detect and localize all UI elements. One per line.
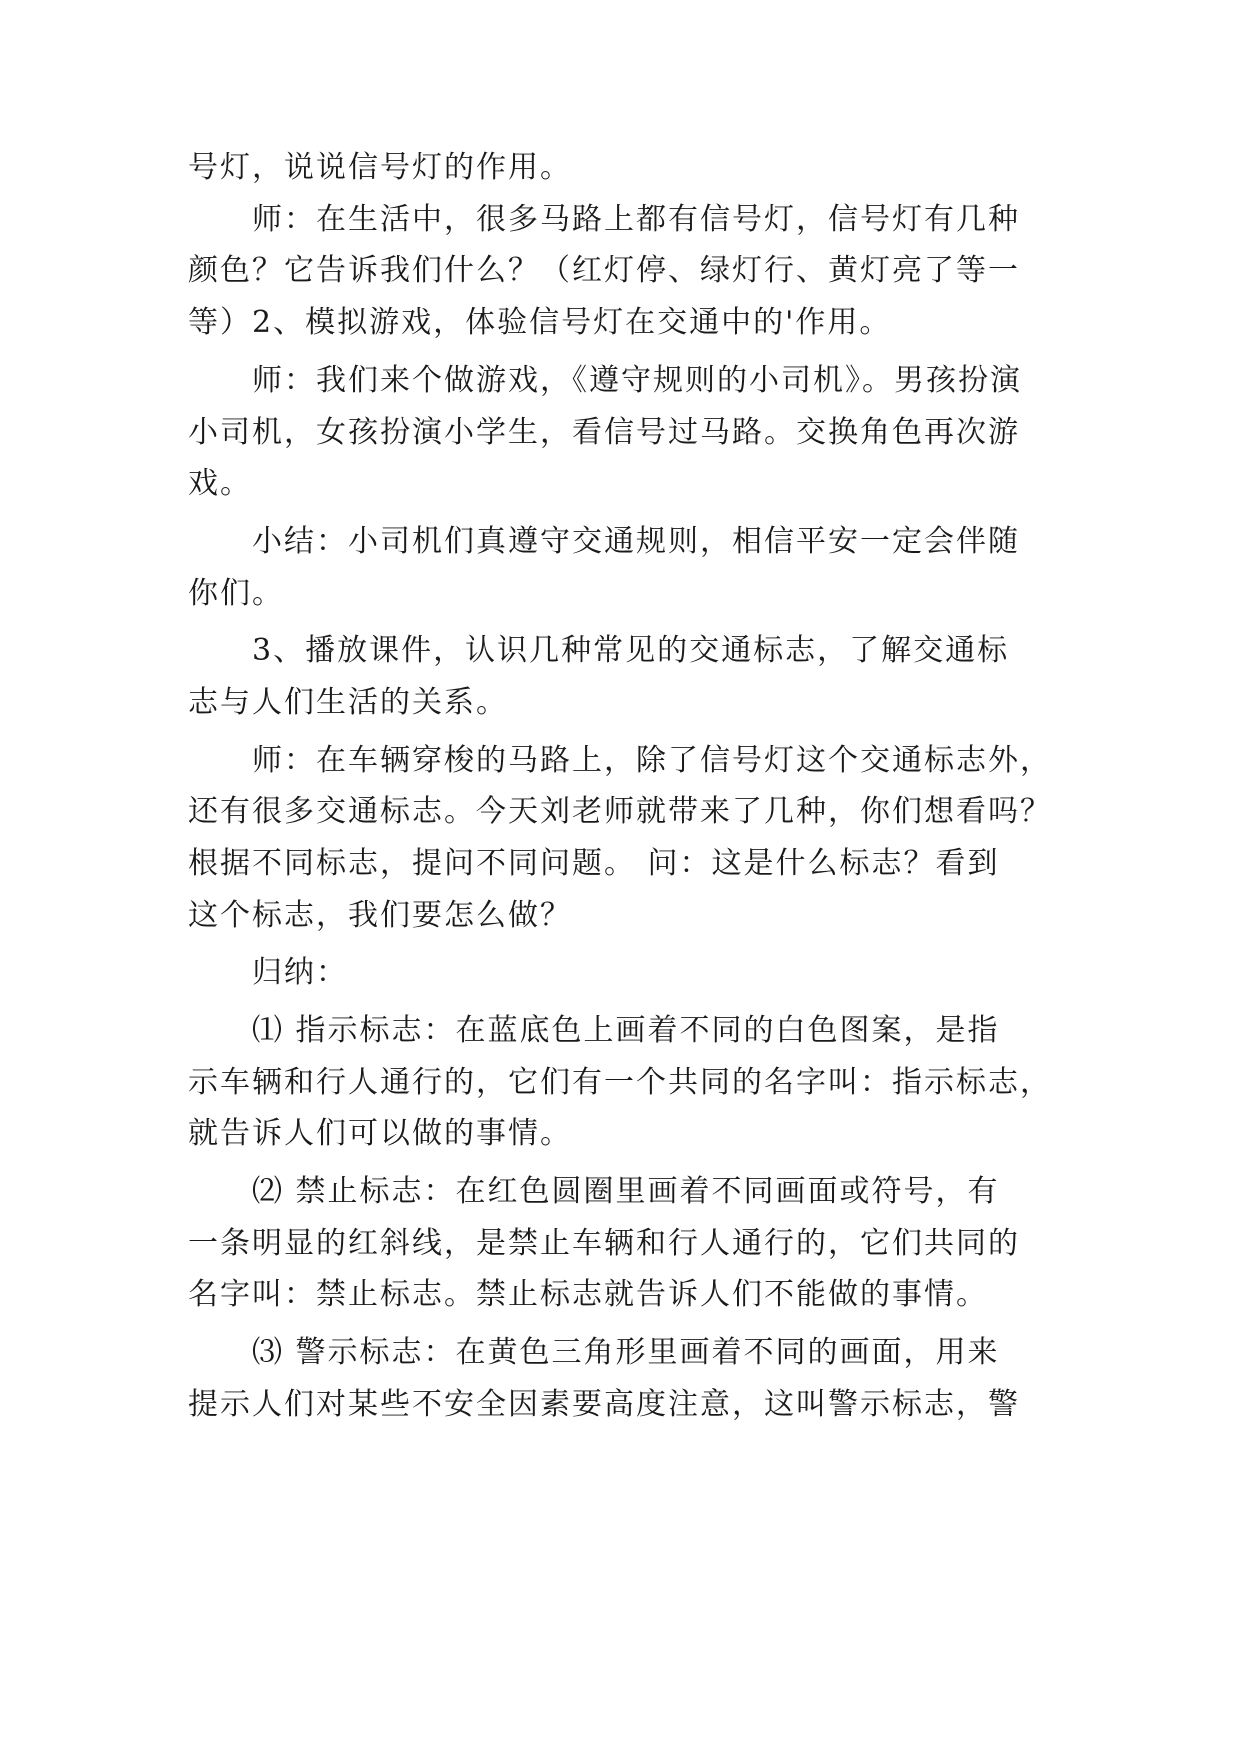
text-line: 师：在车辆穿梭的马路上，除了信号灯这个交通标志外， xyxy=(252,743,1052,778)
text-line: 师：我们来个做游戏，《遵守规则的小司机》。男孩扮演 xyxy=(252,363,1022,398)
text-line: 提示人们对某些不安全因素要高度注意，这叫警示标志，警 xyxy=(188,1387,1020,1422)
text-line: ⑴ 指示标志：在蓝底色上画着不同的白色图案，是指 xyxy=(252,1013,1000,1048)
text-line: 戏。 xyxy=(188,466,252,501)
text-line: 等）2、模拟游戏，体验信号灯在交通中的'作用。 xyxy=(188,305,892,340)
text-line: 号灯，说说信号灯的作用。 xyxy=(188,150,572,185)
text-line: ⑶ 警示标志：在黄色三角形里画着不同的画面，用来 xyxy=(252,1335,1000,1370)
text-line: 根据不同标志，提问不同问题。 问：这是什么标志？看到 xyxy=(188,846,1000,881)
text-line: 就告诉人们可以做的事情。 xyxy=(188,1116,572,1151)
text-line: 还有很多交通标志。今天刘老师就带来了几种，你们想看吗？ xyxy=(188,794,1052,829)
text-line: 小结：小司机们真遵守交通规则，相信平安一定会伴随 xyxy=(252,524,1020,559)
text-line: 颜色？它告诉我们什么？（红灯停、绿灯行、黄灯亮了等一 xyxy=(188,253,1020,288)
text-line: 归纳： xyxy=(252,955,348,990)
text-line: 志与人们生活的关系。 xyxy=(188,685,508,720)
text-line: 一条明显的红斜线，是禁止车辆和行人通行的，它们共同的 xyxy=(188,1226,1020,1261)
text-line: 这个标志，我们要怎么做？ xyxy=(188,898,572,933)
text-line: 名字叫：禁止标志。禁止标志就告诉人们不能做的事情。 xyxy=(188,1277,988,1312)
text-line: 小司机，女孩扮演小学生，看信号过马路。交换角色再次游 xyxy=(188,415,1020,450)
text-line: 你们。 xyxy=(188,576,284,611)
text-line: 师：在生活中，很多马路上都有信号灯，信号灯有几种 xyxy=(252,202,1020,237)
text-line: 3、播放课件，认识几种常见的交通标志，了解交通标 xyxy=(252,633,1010,668)
text-line: 示车辆和行人通行的，它们有一个共同的名字叫：指示标志， xyxy=(188,1065,1052,1100)
text-line: ⑵ 禁止标志：在红色圆圈里画着不同画面或符号，有 xyxy=(252,1174,1000,1209)
